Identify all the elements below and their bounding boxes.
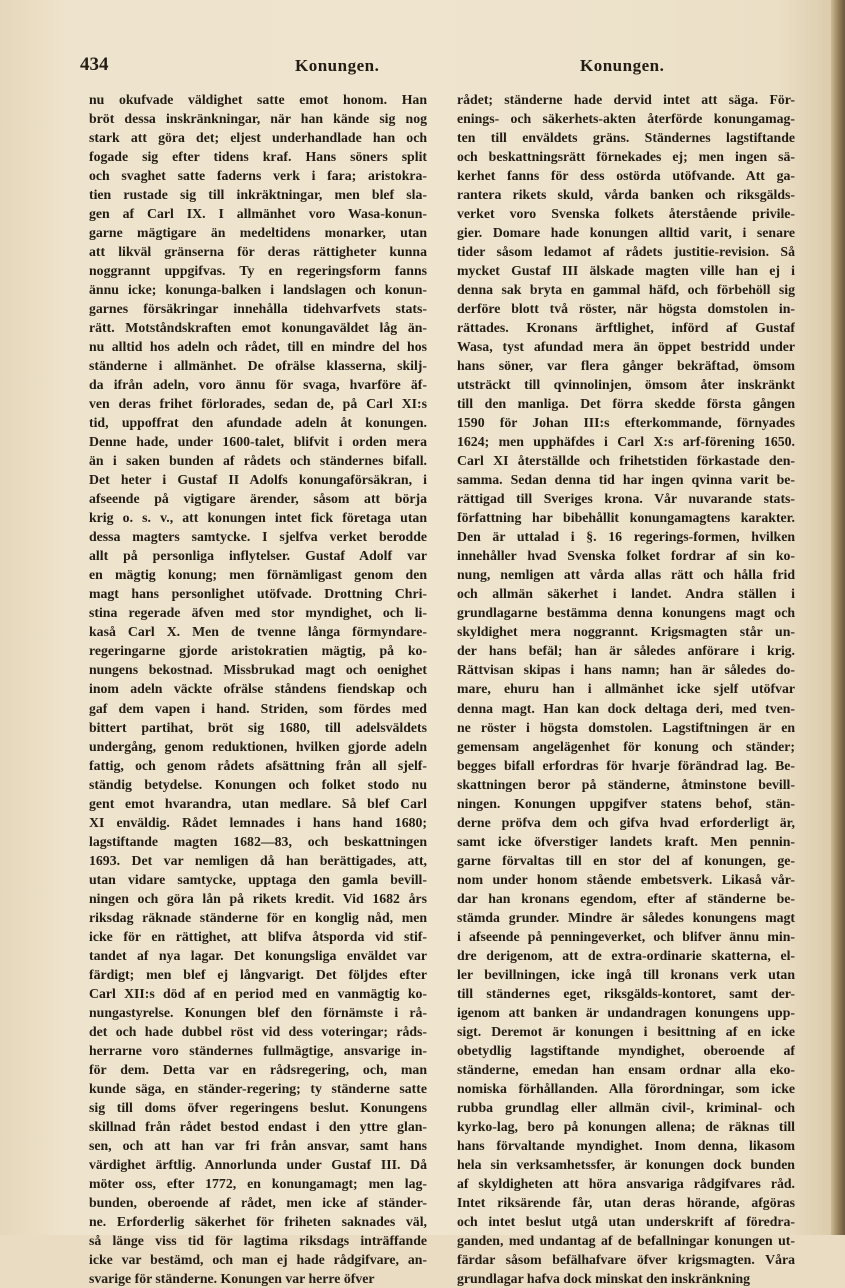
text-line: i afseende på penningeverket, och blifver ännu min- <box>457 928 795 944</box>
text-line: bröt dessa inskränkningar, när han kände sig nog <box>89 111 427 127</box>
text-line: verket voro Svenska folkets återstående privile- <box>457 206 795 222</box>
text-line: fattig, och genom rådets afsättning från all sjelf- <box>89 757 427 773</box>
text-line: samt icke öfverstiger landets kraft. Men pennin- <box>457 833 795 849</box>
text-line: ningen och göra lån på rikets kredit. Vid 1682 års <box>89 890 427 906</box>
text-line: och intet beslut utgå utan underskrift af föredra- <box>457 1213 795 1229</box>
text-line: dessa magters samtycke. I sjelfva verket berodde <box>89 529 427 545</box>
text-line: ningen. Konungen uppgifver statens behof, stän- <box>457 795 795 811</box>
text-line: och beskattningsrätt förnekades ej; men ingen sä- <box>457 149 795 165</box>
text-line: afseende på vigtigare ärender, såsom att börja <box>89 491 427 507</box>
text-line: färdigt; men blef ej långvarigt. Det följdes efter <box>89 966 427 982</box>
text-line: svarige för ständerne. Konungen var herre öfver <box>89 1270 375 1286</box>
text-line: tid, uppoffrat den afundade adeln åt konungen. <box>89 415 427 431</box>
text-line: skillnad från rådet bestod endast i den yttre glan- <box>89 1118 427 1134</box>
text-line: möter oss, efter 1772, en konungamagt; men lag- <box>89 1175 427 1191</box>
text-line: gen af Carl IX. I allmänhet voro Wasa-konun- <box>89 206 427 222</box>
text-line: enings- och säkerhets-akten återförde konungamag- <box>457 111 795 127</box>
text-line: garne mägtigare än medeltidens monarker, utan <box>89 225 427 241</box>
text-line: bittert partihat, bröt sig 1680, till adelsväldets <box>89 719 427 735</box>
text-line: Det heter i Gustaf II Adolfs konungaförsäkran, i <box>89 472 427 488</box>
text-line: och svaghet satte faderns verk i fara; aristokra- <box>89 168 427 184</box>
text-line: för dem. Detta var en rådsregering, och, man <box>89 1061 427 1077</box>
text-line: nomiska förhållanden. Alla förordningar, som icke <box>457 1080 795 1096</box>
text-line: författning har bibehållit konungamagtens karakter. <box>457 510 795 526</box>
text-line: regeringarne gjorde aristokratien mägtig, på ko- <box>89 643 427 659</box>
text-line: mycket Gustaf III älskade magten ville han ej i <box>457 263 795 279</box>
text-line: lagstiftande magten 1682—83, och beskattningen <box>89 833 427 849</box>
text-line: ständerne i allmänhet. De ofrälse klasserna, skilj- <box>89 358 427 374</box>
text-line: rantera rikets skuld, vårda banken och riksgälds- <box>457 187 795 203</box>
text-line: ten till enväldets gräns. Ständernes lagstiftande <box>457 130 795 146</box>
text-line: kaså Carl X. Men de tvenne långa förmyndare- <box>89 624 427 640</box>
text-line: rådet; ständerne hade dervid intet att säga. För- <box>457 92 795 107</box>
text-line: stina regerade äfven med stor myndighet, och li- <box>89 605 427 621</box>
text-line: tien rustade sig till inkräktningar, men blef sla- <box>89 187 427 203</box>
text-line: samma. Sedan denna tid har ingen qvinna varit be- <box>457 472 795 488</box>
text-line: begges bifall erfordras för hvarje förändrad lag. Be- <box>457 757 795 773</box>
text-line: nu okufvade väldighet satte emot honom. Han <box>89 92 427 107</box>
text-line: sigt. Deremot är konungen i besittning af en icke <box>457 1023 795 1039</box>
text-line: nu alltid hos adeln och rådet, till en mindre del hos <box>89 339 427 355</box>
text-line: ännu icke; konunga-balken i landslagen och konun- <box>89 282 427 298</box>
text-line: XI enväldig. Rådet lemnades i hans hand 1680; <box>89 814 427 830</box>
text-line: ständig betydelse. Konungen och folket stodo nu <box>89 776 427 792</box>
text-line: derföre blott två röster, när högsta domstolen in- <box>457 301 795 317</box>
text-line: ne. Erforderlig säkerhet för friheten saknades väl, <box>89 1213 427 1229</box>
text-line: dre derigenom, att de extra-ordinarie skatterna, el- <box>457 947 795 963</box>
text-line: Intet riksärende får, utan deras hörande, afgöras <box>457 1194 795 1210</box>
text-line: nom under honom stående embetsverk. Likaså vår- <box>457 871 795 887</box>
text-line: värdighet ärftlig. Annorlunda under Gustaf III. Då <box>89 1156 427 1172</box>
page-number: 434 <box>80 54 109 75</box>
text-line: gemensam angelägenhet för konung och ständer; <box>457 738 795 754</box>
text-line: krig o. s. v., att konungen intet fick företaga utan <box>89 510 427 526</box>
text-line: tandet af nya lagar. Det konungsliga enväldet var <box>89 947 427 963</box>
text-line: gier. Domare hade konungen alltid varit, i senare <box>457 225 795 241</box>
text-line: dar han kronans egendom, efter af ständerne be- <box>457 890 795 906</box>
text-line: hans söner, var flera gånger bekräftad, ömsom <box>457 358 795 374</box>
text-line: hela sin verksamhetssfer, är konungen dock bunden <box>457 1156 795 1172</box>
text-line: nungastyrelse. Konungen blef den förnämste i rå- <box>89 1004 427 1020</box>
text-line: Wasa, tyst afundad mera än öppet bestridd under <box>457 339 795 355</box>
text-line: det och hade dubbel röst vid dess voteringar; råds- <box>89 1023 427 1039</box>
text-line: och allmän säkerhet i landet. Andra ställen i <box>457 586 795 602</box>
text-line: än i saken bunden af rådets och ständernes bifall. <box>89 453 427 469</box>
text-line: fogade sig efter tidens kraf. Hans söners split <box>89 149 427 165</box>
text-line: rubba grundlag eller allmän civil-, kriminal- och <box>457 1099 795 1115</box>
text-line: mare, ehuru han i allmänhet icke sjelf utöfvar <box>457 681 795 697</box>
text-line: riksdag räknade ständerne för en konglig nåd, men <box>89 909 427 925</box>
text-line: grundlagarne bestämma denna konungens magt och <box>457 605 795 621</box>
text-line: nung, nemligen att vårda allas rätt och hålla frid <box>457 567 795 583</box>
text-line: rättades. Kronans ärftlighet, införd af Gustaf <box>457 320 795 336</box>
text-line: ganden, med undantag af de befallningar konungen ut- <box>457 1232 795 1248</box>
text-line: gent emot hvarandra, utan medlare. Så blef Carl <box>89 795 427 811</box>
text-line: 1590 för Johan III:s efterkommande, förnyades <box>457 415 795 431</box>
text-line: utsträckt till qvinnolinjen, ömsom åter inskränkt <box>457 377 795 393</box>
text-line: 1624; men upphäfdes i Carl X:s arf-förening 1650. <box>457 434 795 450</box>
text-line: färdar såsom befälhafvare öfver krigsmagten. Våra <box>457 1251 795 1267</box>
text-line: Rättvisan skipas i hans namn; han är således do- <box>457 662 795 678</box>
text-line: ständerne, emedan han ensam ordnar alla eko- <box>457 1061 795 1077</box>
text-line: inom adeln väckte ofrälse ståndens fiendskap och <box>89 681 427 697</box>
text-line: der hans befäl; han är således anförare i krig. <box>457 643 795 659</box>
page-header <box>80 54 775 82</box>
text-line: garne förvaltas till en stor del af konungen, ge- <box>457 852 795 868</box>
text-line: da ifrån adeln, voro ännu för svaga, hvarföre äf- <box>89 377 427 393</box>
text-line: Den är uttalad i §. 16 regerings-formen, hvilken <box>457 529 795 545</box>
text-line: sen, och att han var fri från ansvar, samt hans <box>89 1137 427 1153</box>
text-line: kyrko-lag, bero på konungen allena; de räknas till <box>457 1118 795 1134</box>
text-line: skattningen beror på ständerne, åtminstone bevill- <box>457 776 795 792</box>
text-line: innehåller hvad Svenska folket fordrar af sin ko- <box>457 548 795 564</box>
text-line: garnes försäkringar innehålla tidehvarfvets stats- <box>89 301 427 317</box>
text-line: stämda grunder. Mindre är således konungens magt <box>457 909 795 925</box>
text-line: sig till doms öfver regeringens beslut. Konungens <box>89 1099 427 1115</box>
text-line: kerhet fanns för dess ostörda utöfvande. Att ga- <box>457 168 795 184</box>
text-line: skyldighet mera noggrannt. Krigsmagten står un- <box>457 624 795 640</box>
text-line: af skyldigheten att höra ansvariga rådgifvares råd. <box>457 1175 795 1191</box>
text-line: gaf dem vapen i hand. Striden, som fördes med <box>89 700 427 716</box>
text-line: så länge viss tid för lagtima riksdags inträffande <box>89 1232 427 1248</box>
text-line: stark att göra det; eljest underhandlade han och <box>89 130 427 146</box>
text-line: ler bevillningen, icke ingå till kronans verk utan <box>457 966 795 982</box>
running-head-right: Konungen. <box>580 56 665 75</box>
text-line: herrarne voro ständernes fullmägtige, ansvarige in- <box>89 1042 427 1058</box>
text-line: Carl XI återställde och frihetstiden förkastade den- <box>457 453 795 469</box>
text-line: till ständernes eget, riksgälds-kontoret, samt der- <box>457 985 795 1001</box>
text-line: ven deras frihet förlorades, sedan de, på Carl XI:s <box>89 396 427 412</box>
text-line: hans förvaltande myndighet. Inom denna, likasom <box>457 1137 795 1153</box>
text-line: en mägtig konung; men förnämligast genom den <box>89 567 427 583</box>
text-line: obetydlig lagstiftande myndighet, oberoende af <box>457 1042 795 1058</box>
text-line: undergång, genom reduktionen, hvilken gjorde adeln <box>89 738 427 754</box>
text-line: magt hans personlighet utöfvade. Drottning Chri- <box>89 586 427 602</box>
text-line: denna magt. Han kan dock deltaga deri, med tven- <box>457 700 795 716</box>
text-line: kunde säga, en ständer-regering; ty ständerne satte <box>89 1080 427 1096</box>
running-head-left: Konungen. <box>295 56 380 75</box>
text-line: denna sak bryta en gammal häfd, och förbehöll sig <box>457 282 795 298</box>
text-column-right <box>457 90 795 1288</box>
text-line: nungens bekostnad. Missbrukad magt och oenighet <box>89 662 427 678</box>
text-line: allt på personliga inflytelser. Gustaf Adolf var <box>89 548 427 564</box>
text-line: till den manliga. Det förra skedde första gången <box>457 396 795 412</box>
page-edge-shadow <box>831 0 845 1235</box>
text-line: Denne hade, under 1600-talet, blifvit i orden mera <box>89 434 427 450</box>
text-line: tider såsom ledamot af rådets justitie-revision. Så <box>457 244 795 260</box>
text-line: 1693. Det var nemligen då han berättigades, att, <box>89 852 427 868</box>
text-line: igenom att banken är undandragen konungens upp- <box>457 1004 795 1020</box>
text-column-left <box>89 90 427 1288</box>
text-line: icke var bestämd, och man ej hade rådgifvare, an- <box>89 1251 427 1267</box>
text-line: rätt. Motståndskraften emot konungaväldet låg än- <box>89 320 427 336</box>
text-line: icke för en rättighet, att blifva åtsporda vid stif- <box>89 928 427 944</box>
text-line: derne pröfva dem och gifva hvad erforderligt är, <box>457 814 795 830</box>
text-line: bunden, oberoende af rådet, men icke af ständer- <box>89 1194 427 1210</box>
text-line: utan vidare samtycke, upptaga den gamla bevill- <box>89 871 427 887</box>
text-line: noggrannt uppgifvas. Ty en regeringsform fanns <box>89 263 427 279</box>
text-line: grundlagar hafva dock minskat den inskränkning <box>457 1270 751 1286</box>
text-line: Carl XII:s död af en period med en vanmägtig ko- <box>89 985 427 1001</box>
text-line: att likväl gränserna för deras rättigheter kunna <box>89 244 427 260</box>
text-line: rättigad till Sveriges krona. Vår nuvarande stats- <box>457 491 795 507</box>
text-line: ne röster i högsta domstolen. Lagstiftningen är en <box>457 719 795 735</box>
